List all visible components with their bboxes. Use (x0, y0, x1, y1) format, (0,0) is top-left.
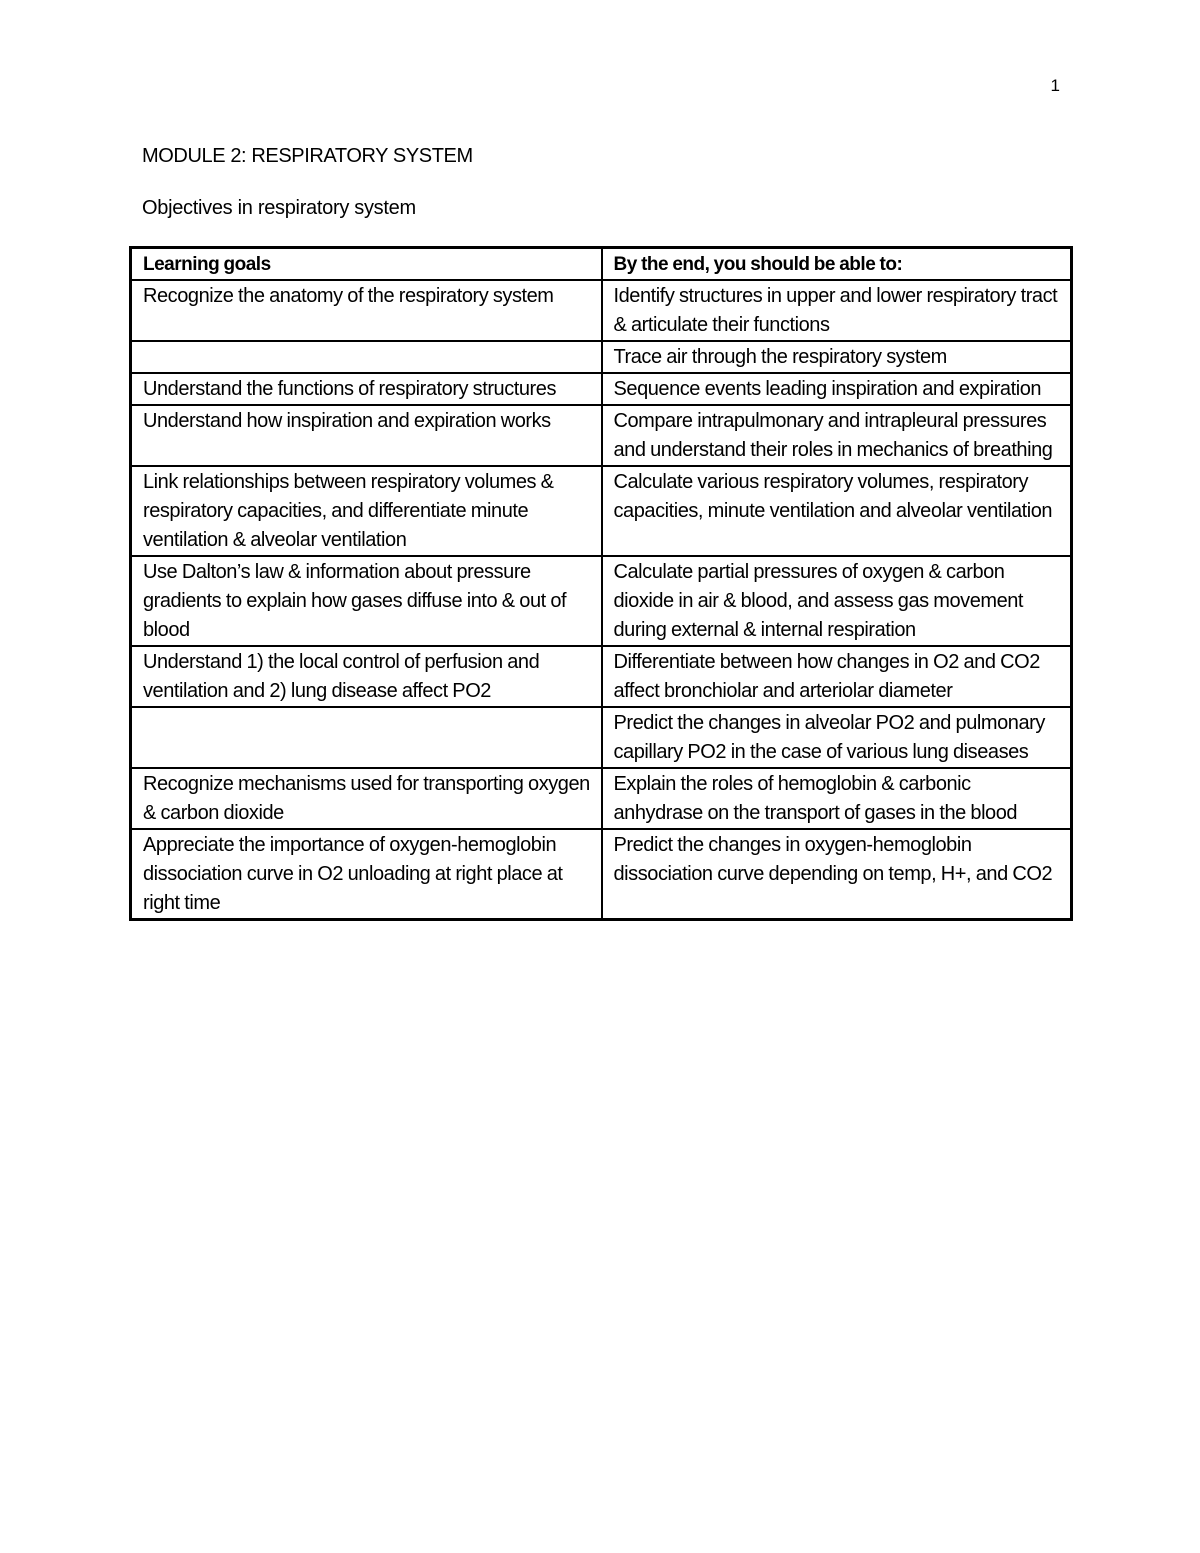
outcome-cell: Differentiate between how changes in O2 and CO2 affect bronchiolar and arteriolar diameter (602, 646, 1072, 707)
table-row (131, 707, 1072, 768)
outcome-cell: Calculate partial pressures of oxygen & carbon dioxide in air & blood, and assess gas movement during external & internal respiration (602, 556, 1072, 646)
learning-goal-cell: Use Dalton’s law & information about pressure gradients to explain how gases diffuse into & out of blood (131, 556, 602, 646)
table-row (131, 405, 1072, 466)
objectives-subtitle: Objectives in respiratory system (142, 197, 416, 219)
header-learning-goals: Learning goals (131, 248, 602, 281)
table-row (131, 556, 1072, 646)
table-row (131, 373, 1072, 405)
table-row (131, 280, 1072, 341)
table-row (131, 768, 1072, 829)
header-outcomes: By the end, you should be able to: (602, 248, 1072, 281)
table-header-row (131, 248, 1072, 281)
page-number: 1 (1050, 76, 1060, 95)
outcome-cell: Sequence events leading inspiration and expiration (602, 373, 1072, 405)
learning-goal-cell: Recognize mechanisms used for transporting oxygen & carbon dioxide (131, 768, 602, 829)
learning-goal-cell: Recognize the anatomy of the respiratory system (131, 280, 602, 341)
outcome-cell: Explain the roles of hemoglobin & carbonic anhydrase on the transport of gases in the blood (602, 768, 1072, 829)
outcome-cell: Trace air through the respiratory system (602, 341, 1072, 373)
outcome-cell: Predict the changes in oxygen-hemoglobin dissociation curve depending on temp, H+, and CO2 (602, 829, 1072, 920)
outcome-cell: Compare intrapulmonary and intrapleural pressures and understand their roles in mechanics of breathing (602, 405, 1072, 466)
table-row (131, 466, 1072, 556)
learning-goal-cell: Appreciate the importance of oxygen-hemoglobin dissociation curve in O2 unloading at right place at right time (131, 829, 602, 920)
outcome-cell: Predict the changes in alveolar PO2 and pulmonary capillary PO2 in the case of various lung diseases (602, 707, 1072, 768)
table-row (131, 341, 1072, 373)
outcome-cell: Identify structures in upper and lower respiratory tract & articulate their functions (602, 280, 1072, 341)
outcome-cell: Calculate various respiratory volumes, respiratory capacities, minute ventilation and alveolar ventilation (602, 466, 1072, 556)
learning-goal-cell: Understand the functions of respiratory structures (131, 373, 602, 405)
learning-goal-cell (131, 707, 602, 768)
objectives-table (129, 246, 1073, 921)
table-row (131, 829, 1072, 920)
learning-goal-cell: Link relationships between respiratory volumes & respiratory capacities, and differentiate minute ventilation & alveolar ventilation (131, 466, 602, 556)
learning-goal-cell: Understand how inspiration and expiration works (131, 405, 602, 466)
learning-goal-cell (131, 341, 602, 373)
table-row (131, 646, 1072, 707)
learning-goal-cell: Understand 1) the local control of perfusion and ventilation and 2) lung disease affect PO2 (131, 646, 602, 707)
module-title: MODULE 2: RESPIRATORY SYSTEM (142, 145, 473, 167)
